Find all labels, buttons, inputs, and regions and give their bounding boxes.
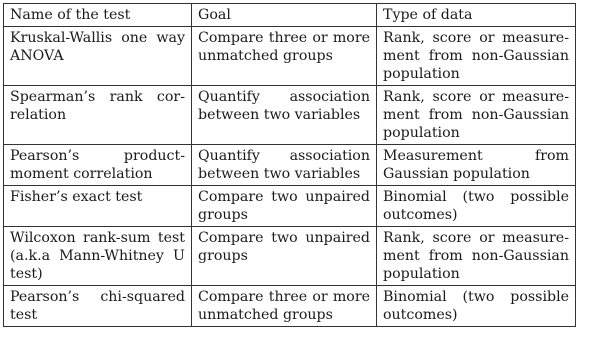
header-name-of-test: Name of the test (4, 4, 192, 27)
test-name-cell: Pearson’s product-moment correlation (4, 145, 192, 186)
data-type-cell: Rank, score or measurement from non-Gaussian population (377, 227, 576, 286)
data-type-cell: Rank, score or measurement from non-Gaussian population (377, 86, 576, 145)
test-name-cell: Fisher’s exact test (4, 186, 192, 227)
table-row (4, 145, 576, 186)
data-type-cell: Rank, score or measurement from non-Gaussian population (377, 27, 576, 86)
test-name-cell: Kruskal-Wallis one way ANOVA (4, 27, 192, 86)
goal-cell: Quantify association between two variables (192, 145, 377, 186)
statistical-tests-table (3, 3, 576, 327)
header-goal: Goal (192, 4, 377, 27)
goal-cell: Compare three or more unmatched groups (192, 286, 377, 327)
data-type-cell: Binomial (two possible outcomes) (377, 286, 576, 327)
table-row (4, 86, 576, 145)
goal-cell: Compare two unpaired groups (192, 227, 377, 286)
table-row (4, 286, 576, 327)
test-name-cell: Wilcoxon rank-sum test (a.k.a Mann-Whitney U test) (4, 227, 192, 286)
header-type-of-data: Type of data (377, 4, 576, 27)
statistical-tests-table-container (3, 3, 576, 327)
table-row (4, 227, 576, 286)
data-type-cell: Binomial (two possible outcomes) (377, 186, 576, 227)
table-row (4, 186, 576, 227)
table-row (4, 27, 576, 86)
goal-cell: Quantify association between two variables (192, 86, 377, 145)
test-name-cell: Pearson’s chi-squared test (4, 286, 192, 327)
data-type-cell: Measurement from Gaussian population (377, 145, 576, 186)
goal-cell: Compare three or more unmatched groups (192, 27, 377, 86)
goal-cell: Compare two unpaired groups (192, 186, 377, 227)
table-header-row (4, 4, 576, 27)
test-name-cell: Spearman’s rank correlation (4, 86, 192, 145)
